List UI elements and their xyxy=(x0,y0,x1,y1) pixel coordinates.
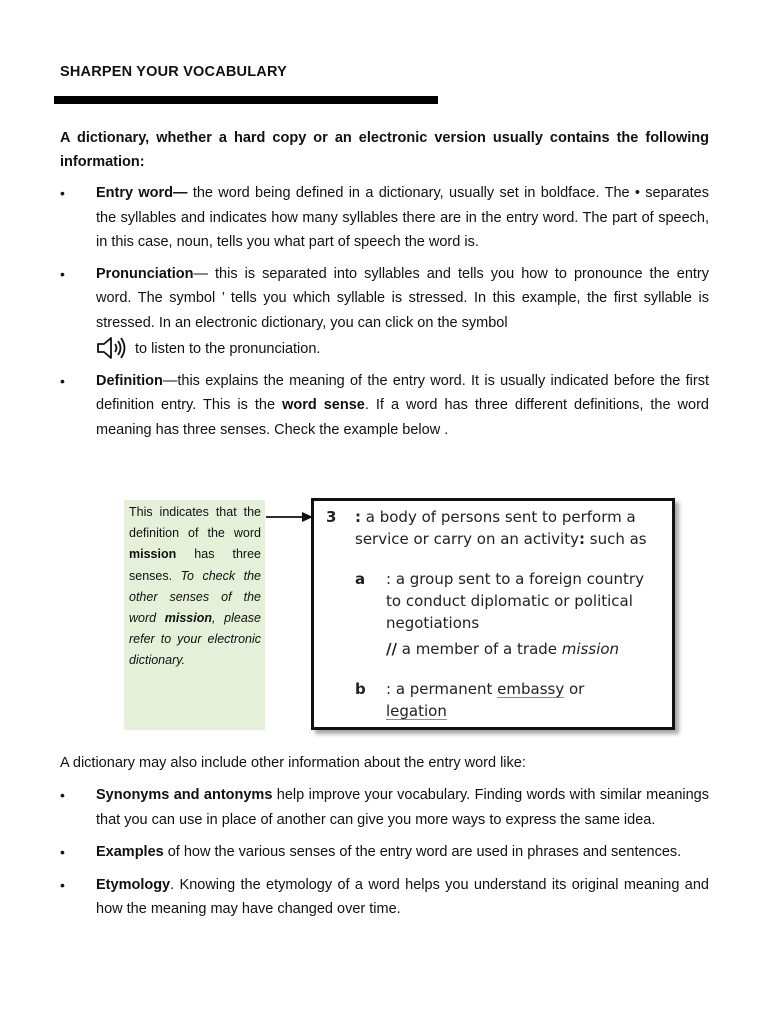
list-item-pronunciation xyxy=(60,262,709,362)
subsense-b-label: b xyxy=(355,680,366,698)
bullet: • xyxy=(60,185,65,201)
list-item-etymology xyxy=(60,873,709,922)
subsense-a-l1: : a group sent to a foreign country xyxy=(386,570,644,588)
synonyms-text: help improve your vocabulary. Finding words with similar meanings that you can use in place of another can give you more ways to express the same idea. xyxy=(96,787,709,828)
info-list xyxy=(60,181,709,449)
pronunciation-text-end: to listen to the pronunciation. xyxy=(131,341,321,357)
word-sense-term: word sense xyxy=(282,397,365,413)
term-examples: Examples xyxy=(96,844,164,860)
subsense-a-l2: to conduct diplomatic or political xyxy=(386,592,633,610)
title-underline-bar xyxy=(54,96,438,104)
entry-word-text: the word being defined in a dictionary, usually set in boldface. The • separates the syllables and indicates how many syllables there are in the entry word. The part of speech, in this case, noun, tells you what part of speech the word is. xyxy=(96,185,709,250)
other-info-list xyxy=(60,783,709,929)
list-item-synonyms xyxy=(60,783,709,832)
dictionary-entry-box xyxy=(311,498,675,730)
main-definition-l1: : a body of persons sent to perform a xyxy=(355,508,636,526)
list-item-examples xyxy=(60,840,709,865)
speaker-icon[interactable] xyxy=(96,335,128,361)
pronunciation-text: — this is separated into syllables and tells you how to pronounce the entry word. The symbol ’ tells you which syllable is stressed. In this example, the first syllable is stressed. In an electronic dictionary, you can click on the symbol xyxy=(96,265,709,331)
subsense-a-l3: negotiations xyxy=(386,614,480,632)
intro-paragraph: A dictionary, whether a hard copy or an electronic version usually contains the following information: xyxy=(60,130,709,170)
other-info-intro: A dictionary may also include other information about the entry word like: xyxy=(60,755,526,771)
term-etymology: Etymology xyxy=(96,876,171,893)
bullet: • xyxy=(60,876,65,893)
term-pronunciation: Pronunciation xyxy=(96,265,194,282)
subsense-a-example: // a member of a trade mission xyxy=(386,640,620,658)
definition-text-b: . If a word has three different definitions, the word meaning has three senses. Check the example below . xyxy=(96,397,709,438)
main-definition-l2: service or carry on an activity: such as xyxy=(355,530,647,548)
bullet: • xyxy=(60,265,65,282)
explanation-note: This indicates that the definition of the word mission has three senses. To check the other senses of the word mission, please refer to your electronic dictionary. xyxy=(124,500,265,730)
subsense-a-label: a xyxy=(355,570,366,588)
bullet: • xyxy=(60,844,65,860)
etymology-text: . Knowing the etymology of a word helps you understand its original meaning and how the meaning may have changed over time. xyxy=(96,876,709,917)
term-definition: Definition xyxy=(96,372,163,389)
list-item-entry-word xyxy=(60,181,709,255)
term-synonyms: Synonyms and antonyms xyxy=(96,787,273,803)
subsense-b-l1: : a permanent embassy or xyxy=(386,680,585,698)
pointer-arrow xyxy=(266,510,314,524)
sense-number: 3 xyxy=(326,508,337,526)
examples-text: of how the various senses of the entry word are used in phrases and sentences. xyxy=(163,844,682,860)
term-entry-word: Entry word— xyxy=(96,185,188,201)
page-title: SHARPEN YOUR VOCABULARY xyxy=(60,64,287,80)
definition-text-a: —this explains the meaning of the entry word. It is usually indicated before the first definition entry. This is the xyxy=(96,372,709,413)
subsense-b-l2 xyxy=(386,700,447,722)
list-item-definition xyxy=(60,369,709,443)
bullet: • xyxy=(60,787,65,803)
link-embassy[interactable]: embassy xyxy=(497,680,565,698)
link-legation[interactable]: legation xyxy=(386,702,447,720)
bullet: • xyxy=(60,372,65,389)
